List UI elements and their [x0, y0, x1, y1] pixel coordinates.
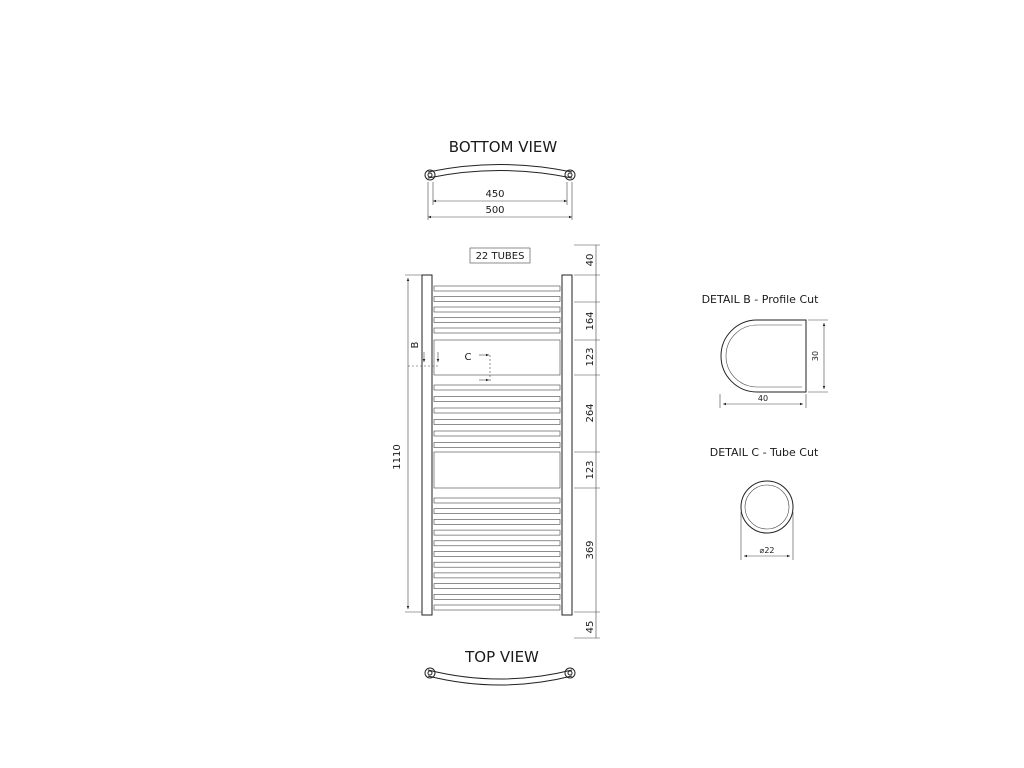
marker-b-label: B: [410, 341, 421, 349]
tube: [434, 431, 560, 436]
dim-label-123-upper: 123: [585, 347, 596, 367]
tube: [434, 443, 560, 448]
towel-gap: [434, 452, 560, 488]
dim-label-500: 500: [485, 205, 505, 216]
tube: [434, 594, 560, 599]
tube: [434, 562, 560, 567]
detail-c-diameter-label: ⌀22: [759, 546, 775, 555]
dim-label-bottom-45: 45: [585, 620, 596, 634]
tube: [434, 541, 560, 546]
dim-label-264: 264: [585, 403, 596, 423]
detail-c: [710, 446, 819, 560]
section-marker-c: [465, 352, 490, 382]
tube-inner: [745, 485, 789, 529]
profile-outer: [721, 320, 806, 392]
marker-c-label: C: [464, 352, 472, 363]
tube: [434, 385, 560, 390]
tube: [434, 307, 560, 312]
tube: [434, 509, 560, 514]
detail-c-title: DETAIL C - Tube Cut: [709, 446, 819, 459]
tube: [434, 397, 560, 402]
top-view-title: TOP VIEW: [465, 648, 539, 666]
tube: [434, 584, 560, 589]
tube: [434, 498, 560, 503]
tube: [434, 605, 560, 610]
detail-b: [702, 293, 828, 408]
dim-label-height: 1110: [392, 444, 403, 470]
bottom-view-title: BOTTOM VIEW: [448, 138, 558, 156]
tube: [434, 286, 560, 291]
tube: [434, 420, 560, 425]
detail-b-title: DETAIL B - Profile Cut: [701, 293, 819, 306]
front-view: [392, 245, 600, 638]
tube: [434, 318, 560, 323]
dim-label-164: 164: [585, 311, 596, 331]
left-collector: [422, 275, 432, 615]
tube: [434, 328, 560, 333]
bottom-view-profile: [425, 165, 575, 181]
section-marker-b: [408, 341, 440, 366]
dim-label-369: 369: [585, 540, 596, 560]
towel-gap: [434, 340, 560, 375]
tubes-group: [434, 286, 560, 610]
tube: [434, 530, 560, 535]
tube: [434, 552, 560, 557]
detail-b-height-label: 30: [811, 350, 820, 362]
tube: [434, 519, 560, 524]
right-dimension-chain: [574, 245, 600, 638]
dim-label-top-40: 40: [585, 253, 596, 267]
top-view: [425, 648, 575, 685]
tube: [434, 297, 560, 302]
profile-inner: [726, 325, 802, 387]
dim-label-450: 450: [485, 189, 505, 200]
tube: [434, 408, 560, 413]
detail-b-width-label: 40: [757, 394, 769, 403]
tube: [434, 573, 560, 578]
dim-label-123-lower: 123: [585, 460, 596, 480]
tubes-label: 22 TUBES: [475, 251, 525, 262]
tube-outer: [741, 481, 793, 533]
right-collector: [562, 275, 572, 615]
bottom-view: [425, 138, 575, 220]
